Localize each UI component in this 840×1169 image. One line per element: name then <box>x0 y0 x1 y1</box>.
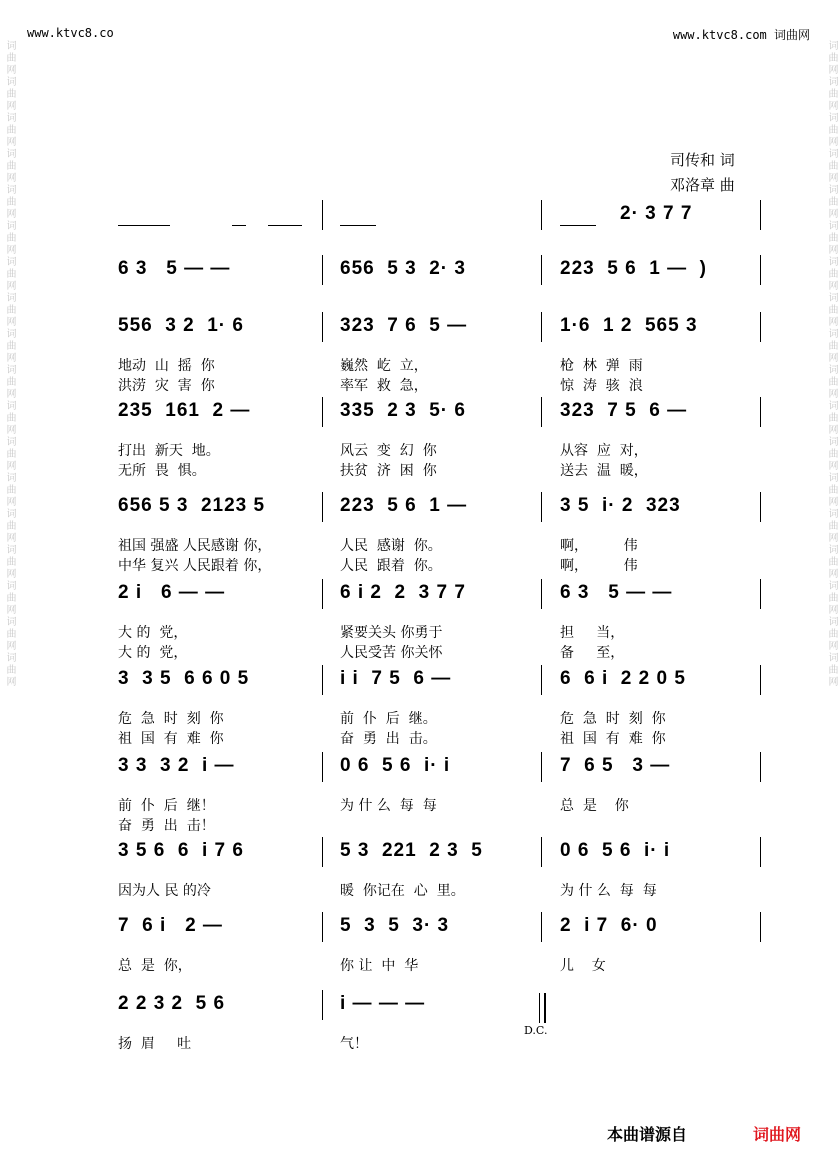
barline <box>541 200 542 230</box>
lyric-line: 为 什 么 每 每 <box>560 883 657 899</box>
lyric-line: 中华 复兴 人民跟着 你， <box>118 558 272 574</box>
lyric-line: 大 的 党， <box>118 625 188 641</box>
measure-notes: 323 7 6 5 — <box>340 315 468 336</box>
measure-notes: 656 5 3 2123 5 <box>118 495 266 516</box>
barline <box>322 312 323 342</box>
barline <box>760 579 761 609</box>
footer-source-site: 词曲网 <box>753 1125 802 1144</box>
barline <box>760 912 761 942</box>
lyric-line: 啊， 伟 <box>560 538 638 554</box>
lyric-line: 前 仆 后 继。 <box>340 711 437 727</box>
measure-notes: 3 3 3 2 i — <box>118 755 235 776</box>
barline <box>760 397 761 427</box>
lyric-line: 奋 勇 出 击！ <box>118 818 215 834</box>
credits <box>670 148 735 198</box>
measure-notes: 3 5 i· 2 323 <box>560 495 681 516</box>
barline <box>541 912 542 942</box>
lyric-line: 危 急 时 刻 你 <box>118 711 224 727</box>
measure-notes: 235 161 2 — <box>118 400 251 421</box>
measure-notes: 6 3 5 — — <box>118 258 231 279</box>
measure-notes: 2 2 3 2 5 6 <box>118 993 226 1014</box>
watermark-left: 词曲网词曲网词曲网词曲网词曲网词曲网词曲网词曲网词曲网词曲网词曲网词曲网词曲网词曲网词曲网词曲网词曲网词曲网 <box>4 40 15 688</box>
barline <box>760 837 761 867</box>
lyric-line: 担 当， <box>560 625 625 641</box>
barline <box>541 255 542 285</box>
lyric-line: 祖国 强盛 人民感谢 你， <box>118 538 272 554</box>
header-right-url: www.ktvc8.com 词曲网 <box>672 28 810 42</box>
lyric-line: 扶贫 济 困 你 <box>340 463 437 479</box>
lyric-line: 从容 应 对， <box>560 443 648 459</box>
lyric-line: 备 至， <box>560 645 625 661</box>
header-left-url: www.ktvc8.co <box>27 26 114 40</box>
lyric-line: 你 让 中 华 <box>340 958 419 974</box>
measure-notes: 7 6 5 3 — <box>560 755 671 776</box>
measure-notes: 2 i 7 6· 0 <box>560 915 658 936</box>
measure-notes: 6 3 5 — — <box>560 582 673 603</box>
lyric-line: 巍然 屹 立， <box>340 358 428 374</box>
measure-notes: 656 5 3 2· 3 <box>340 258 466 279</box>
measure-notes: 7 6 i 2 — <box>118 915 223 936</box>
barline <box>541 837 542 867</box>
lyric-line: 危 急 时 刻 你 <box>560 711 666 727</box>
lyric-line: 风云 变 幻 你 <box>340 443 437 459</box>
barline <box>760 312 761 342</box>
lyric-line: 无所 畏 惧。 <box>118 463 206 479</box>
measure-notes: 5 3 5 3· 3 <box>340 915 450 936</box>
barline <box>760 200 761 230</box>
lyric-line: 啊， 伟 <box>560 558 638 574</box>
measure-notes: 1·6 1 2 565 3 <box>560 315 698 336</box>
measure-notes: 2 i 6 — — <box>118 582 226 603</box>
lyric-line: 奋 勇 出 击。 <box>340 731 437 747</box>
lyric-line: 为 什 么 每 每 <box>340 798 437 814</box>
lyric-line: 总 是 你， <box>118 958 192 974</box>
lyric-line: 祖 国 有 难 你 <box>118 731 224 747</box>
barline <box>541 665 542 695</box>
measure-notes: 2· 3 7 7 <box>620 203 693 224</box>
barline <box>541 579 542 609</box>
measure-notes: 0 6 5 6 i· i <box>560 840 671 861</box>
lyric-line: 祖 国 有 难 你 <box>560 731 666 747</box>
barline <box>322 665 323 695</box>
barline <box>322 990 323 1020</box>
barline <box>760 665 761 695</box>
lyric-line: 人民 跟着 你。 <box>340 558 442 574</box>
lyric-line: 枪 林 弹 雨 <box>560 358 643 374</box>
measure-notes: i i 7 5 6 — <box>340 668 452 689</box>
rest-dash <box>560 225 596 226</box>
barline <box>541 312 542 342</box>
dc-mark: D.C. <box>524 1024 548 1037</box>
barline <box>760 752 761 782</box>
measure-notes: 323 7 5 6 — <box>560 400 688 421</box>
rest-dash <box>268 225 302 226</box>
barline <box>322 579 323 609</box>
lyric-line: 率军 救 急， <box>340 378 428 394</box>
barline <box>541 492 542 522</box>
measure-notes: 0 6 5 6 i· i <box>340 755 451 776</box>
lyric-line: 送去 温 暖， <box>560 463 648 479</box>
lyric-line: 前 仆 后 继！ <box>118 798 215 814</box>
barline <box>322 837 323 867</box>
barline <box>760 492 761 522</box>
lyric-line: 洪涝 灾 害 你 <box>118 378 215 394</box>
lyric-line: 人民受苦 你关怀 <box>340 645 443 661</box>
measure-notes: 556 3 2 1· 6 <box>118 315 244 336</box>
barline <box>541 752 542 782</box>
composer-credit: 邓洛章 曲 <box>670 176 735 194</box>
rest-dash <box>232 225 246 226</box>
barline <box>322 255 323 285</box>
barline <box>541 397 542 427</box>
measure-notes: 5 3 221 2 3 5 <box>340 840 483 861</box>
measure-notes: 6 i 2 2 3 7 7 <box>340 582 466 603</box>
lyric-line: 儿 女 <box>560 958 606 974</box>
rest-dash <box>118 225 170 226</box>
lyric-line: 总 是 你 <box>560 798 629 814</box>
footer-source-label: 本曲谱源自 <box>607 1125 688 1144</box>
watermark-right: 词曲网词曲网词曲网词曲网词曲网词曲网词曲网词曲网词曲网词曲网词曲网词曲网词曲网词曲网词曲网词曲网词曲网词曲网 <box>826 40 837 688</box>
lyric-line: 气！ <box>340 1036 368 1052</box>
lyric-line: 惊 涛 骇 浪 <box>560 378 643 394</box>
lyric-line: 扬 眉 吐 <box>118 1036 192 1052</box>
measure-notes: 335 2 3 5· 6 <box>340 400 466 421</box>
barline <box>322 912 323 942</box>
rest-dash <box>340 225 376 226</box>
barline <box>322 200 323 230</box>
lyric-line: 紧要关头 你勇于 <box>340 625 443 641</box>
lyric-line: 人民 感谢 你。 <box>340 538 442 554</box>
measure-notes: i — — — <box>340 993 426 1014</box>
measure-notes: 223 5 6 1 — ) <box>560 258 707 279</box>
lyric-line: 打出 新天 地。 <box>118 443 220 459</box>
lyric-line: 因为人 民 的冷 <box>118 883 211 899</box>
measure-notes: 3 3 5 6 6 0 5 <box>118 668 250 689</box>
final-barline <box>539 993 546 1023</box>
lyric-line: 地动 山 摇 你 <box>118 358 215 374</box>
measure-notes: 6 6 i 2 2 0 5 <box>560 668 686 689</box>
barline <box>322 397 323 427</box>
measure-notes: 223 5 6 1 — <box>340 495 468 516</box>
barline <box>322 752 323 782</box>
lyric-line: 大 的 党， <box>118 645 188 661</box>
barline <box>322 492 323 522</box>
barline <box>760 255 761 285</box>
lyric-line: 暖 你记在 心 里。 <box>340 883 465 899</box>
lyricist-credit: 司传和 词 <box>670 151 735 169</box>
measure-notes: 3 5 6 6 i 7 6 <box>118 840 244 861</box>
